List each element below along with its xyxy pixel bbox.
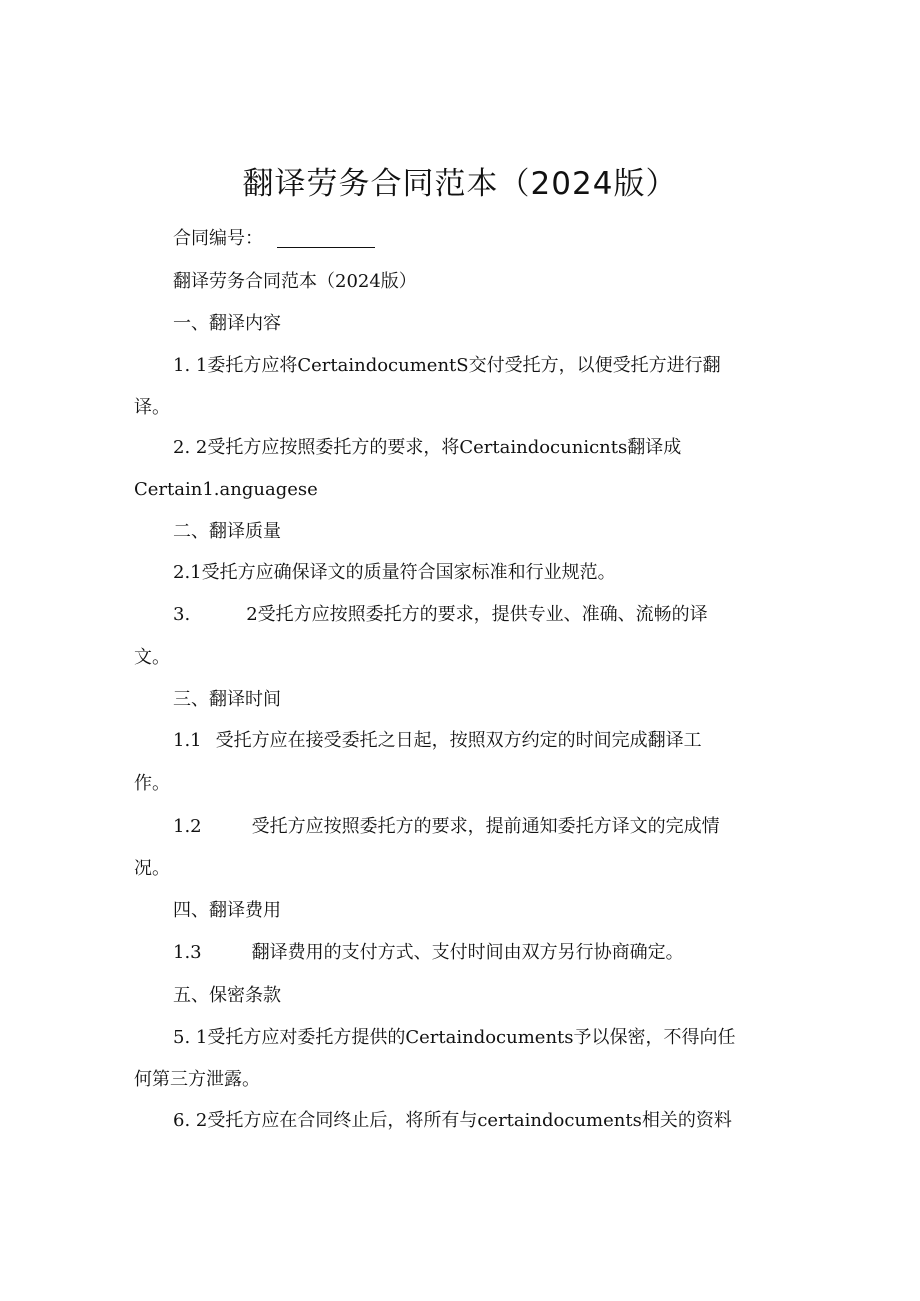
clause-line: 1. 1委托方应将CertaindocumentS交付受托方，以便受托方进行翻 xyxy=(173,355,721,376)
document-title: 翻译劳务合同范本（2024版） xyxy=(242,166,678,202)
clause-text: 受托方应按照委托方的要求，提前通知委托方译文的完成情 xyxy=(251,816,720,837)
clause-line xyxy=(173,932,833,974)
contract-number-blank xyxy=(277,227,375,248)
clause-line: 何第三方泄露。 xyxy=(134,1069,260,1090)
clause-number: 1.2 xyxy=(173,816,202,837)
section-heading: 二、翻译质量 xyxy=(173,521,281,542)
clause-text: 翻译费用的支付方式、支付时间由双方另行协商确定。 xyxy=(251,942,684,963)
clause-text: 2受托方应按照委托方的要求，提供专业、准确、流畅的译 xyxy=(246,604,708,625)
clause-text: 受托方应在接受委托之日起，按照双方约定的时间完成翻译工 xyxy=(215,730,702,751)
contract-number-label: 合同编号： xyxy=(173,228,263,249)
clause-number: 3. xyxy=(173,604,191,625)
clause-line: 2.1受托方应确保译文的质量符合国家标准和行业规范。 xyxy=(173,562,616,583)
contract-number-line xyxy=(173,218,833,260)
clause-line: Certain1.anguagese xyxy=(134,479,318,500)
clause-line xyxy=(173,594,833,636)
clause-line: 况。 xyxy=(134,858,170,879)
section-heading: 四、翻译费用 xyxy=(173,900,281,921)
clause-line: 2. 2受托方应按照委托方的要求，将Certaindocunicnts翻译成 xyxy=(173,437,682,458)
section-heading: 三、翻译时间 xyxy=(173,689,281,710)
section-heading: 一、翻译内容 xyxy=(173,313,281,334)
clause-number: 1.3 xyxy=(173,942,202,963)
clause-line: 5. 1受托方应对委托方提供的Certaindocuments予以保密，不得向任 xyxy=(173,1027,736,1048)
clause-line: 6. 2受托方应在合同终止后，将所有与certaindocuments相关的资料 xyxy=(173,1110,732,1131)
clause-number: 1.1 xyxy=(173,730,202,751)
document-subtitle: 翻译劳务合同范本（2024版） xyxy=(173,271,417,292)
section-heading: 五、保密条款 xyxy=(173,985,281,1006)
clause-line: 译。 xyxy=(134,397,170,418)
clause-line xyxy=(173,720,833,762)
clause-line xyxy=(173,806,833,848)
clause-line: 作。 xyxy=(134,773,170,794)
clause-line: 文。 xyxy=(134,647,170,668)
